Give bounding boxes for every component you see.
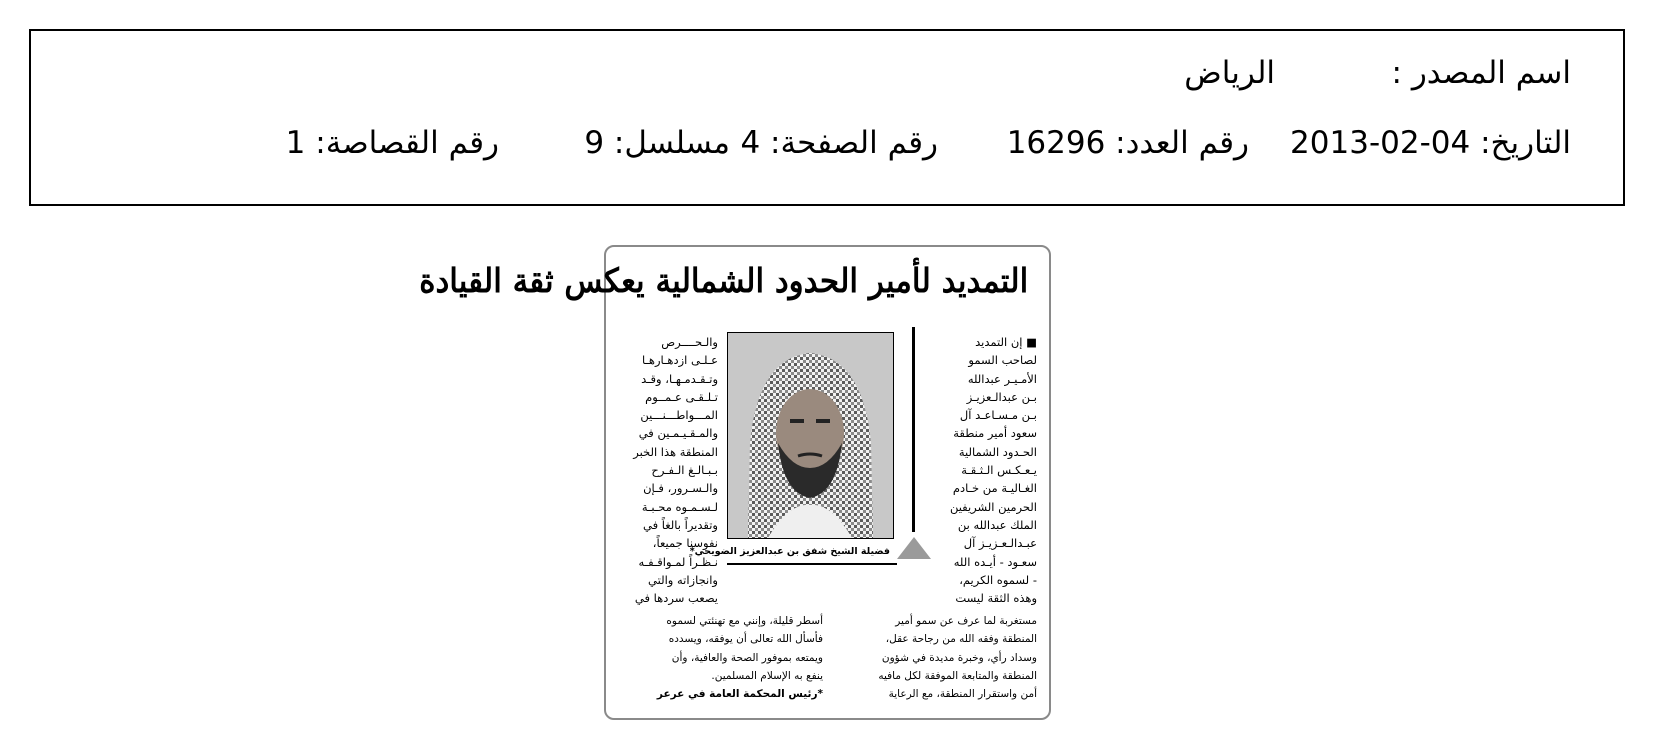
left-column: والـحــــرص عـلـى ازدهـارهـا وتـقـدمـهـا، وقـد تـلـقـى عـمــوم المـــواطـــنـــين والمـقـيـمـين في المنطقة هذا الخبر بـبـالـغ الـفـرح والـسـرور، فـإن لـسـمـوه محـبـة وتقديراً بالغاً في نفوسنا جميعاً، نـظـراً لمـواقـفـه وانجازاته والتي يصعب سردها في <box>633 335 718 606</box>
source-value: الرياض <box>1184 55 1275 91</box>
metadata-box <box>29 29 1625 206</box>
date-field: التاريخ: 04-02-2013 <box>1290 125 1571 161</box>
photo-caption: فضيلة الشيخ شفق بن عبدالعزيز الضويحي* <box>689 546 890 557</box>
bottom-left-column: أسطر قليلة، وإنني مع تهنئتي لسموه فأسأل الله تعالى أن يوفقه، ويسدده ويمتعه بموفور الصحة والعافية، وأن ينفع به الإسلام المسلمين. *رئيس المحكمة العامة في عرعر <box>618 612 823 707</box>
portrait-illustration <box>728 333 893 538</box>
author-signature: *رئيس المحكمة العامة في عرعر <box>656 688 823 701</box>
newspaper-clipping <box>419 245 1051 720</box>
column-divider <box>912 327 915 532</box>
issue-field: رقم العدد: 16296 <box>1006 125 1249 161</box>
clip-number-field: رقم القصاصة: 1 <box>285 125 499 161</box>
bottom-right-column: مستغربة لما عرف عن سمو أمير المنطقة وفقه الله من رجاحة عقل، وسداد رأي، وخبرة مديدة في شؤون المنطقة والمتابعة الموفقة لكل مافيه أمن واستقرار المنطقة، مع الرعاية <box>878 615 1037 701</box>
source-label: اسم المصدر : <box>1391 55 1571 91</box>
divider-triangle-icon <box>897 537 931 559</box>
serial-field: مسلسل: 9 <box>584 125 730 161</box>
right-column: ■ إن التمديد لصاحب السمو الأمـيـر عبدالله بـن عبدالـعزيـز بـن مـسـاعـد آل سعود أمير منطقة الحـدود الشمالية يـعـكـس الـثـقـة الغـاليـة من خـادم الحرمين الشريفين الملك عبدالله بن عبـدالـعـزيـز آل سعـود - أيـده الله - لسموه الكريم، وهذه الثقة ليست <box>949 335 1037 606</box>
article-headline: التمديد لأمير الحدود الشمالية يعكس ثقة القيادة <box>419 261 1029 300</box>
portrait-photo <box>727 332 894 539</box>
caption-rule <box>727 563 897 565</box>
page-field: رقم الصفحة: 4 <box>740 125 938 161</box>
